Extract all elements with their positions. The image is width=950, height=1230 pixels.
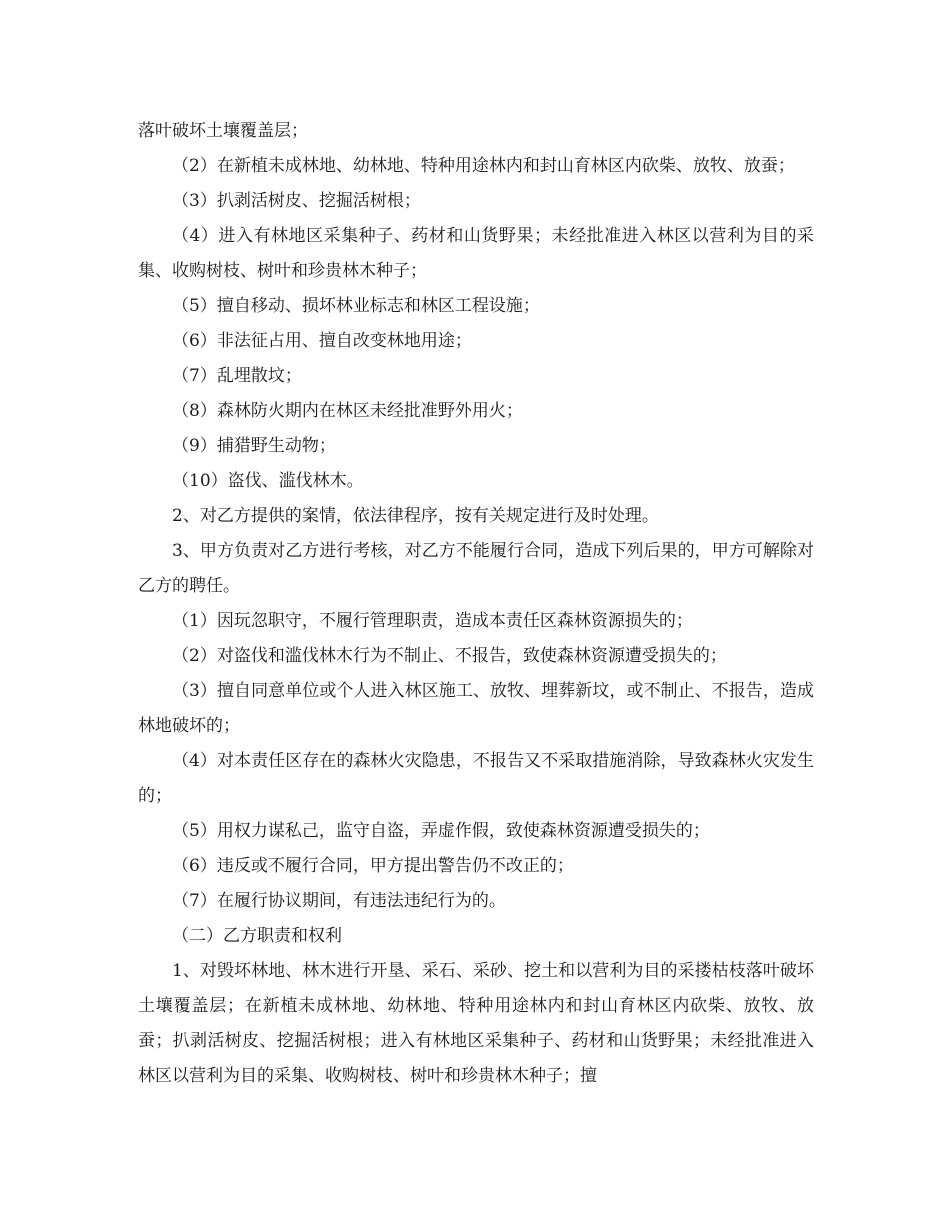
paragraph: 3、甲方负责对乙方进行考核，对乙方不能履行合同，造成下列后果的，甲方可解除对乙方的聘任。 [138, 541, 814, 596]
paragraph: （2）在新植未成林地、幼林地、特种用途林内和封山育林区内砍柴、放牧、放蚕； [172, 156, 795, 176]
paragraph: 1、对毁坏林地、林木进行开垦、采石、采砂、挖土和以营利为目的采搂枯枝落叶破坏土壤覆盖层；在新植未成林地、幼林地、特种用途林内和封山育林区内砍柴、放牧、放蚕；扒剥活树皮、挖掘活树根；进入有林地区采集种子、药材和山货野果；未经批准进入林区以营利为目的采集、收购树枝、树叶和珍贵林木种子；擅 [138, 961, 814, 1086]
paragraph: （9）捕猎野生动物； [172, 436, 336, 456]
paragraph: （7）在履行协议期间，有违法违纪行为的。 [172, 891, 506, 911]
paragraph: （10）盗伐、滥伐林木。 [172, 471, 364, 491]
paragraph: （4）进入有林地区采集种子、药材和山货野果；未经批准进入林区以营利为目的采集、收购树枝、树叶和珍贵林木种子； [138, 226, 814, 281]
paragraph: 落叶破坏土壤覆盖层； [138, 121, 308, 141]
document-body [138, 114, 814, 1094]
paragraph: （7）乱埋散坟； [172, 366, 302, 386]
paragraph: （3）扒剥活树皮、挖掘活树根； [172, 191, 421, 211]
section-heading: （二）乙方职责和权利 [172, 926, 342, 946]
paragraph: （3）擅自同意单位或个人进入林区施工、放牧、埋葬新坟，或不制止、不报告，造成林地破坏的； [138, 681, 814, 736]
paragraph: （5）擅自移动、损坏林业标志和林区工程设施； [172, 296, 540, 316]
paragraph: （6）违反或不履行合同，甲方提出警告仍不改正的； [172, 856, 574, 876]
paragraph: （1）因玩忽职守，不履行管理职责，造成本责任区森林资源损失的； [172, 611, 693, 631]
paragraph: 2、对乙方提供的案情，依法律程序，按有关规定进行及时处理。 [172, 506, 659, 526]
paragraph: （2）对盗伐和滥伐林木行为不制止、不报告，致使森林资源遭受损失的； [172, 646, 727, 666]
paragraph: （4）对本责任区存在的森林火灾隐患，不报告又不采取措施消除，导致森林火灾发生的； [138, 751, 814, 806]
paragraph: （6）非法征占用、擅自改变林地用途； [172, 331, 472, 351]
paragraph: （5）用权力谋私己，监守自盗，弄虚作假，致使森林资源遭受损失的； [172, 821, 710, 841]
paragraph: （8）森林防火期内在林区未经批准野外用火； [172, 401, 523, 421]
